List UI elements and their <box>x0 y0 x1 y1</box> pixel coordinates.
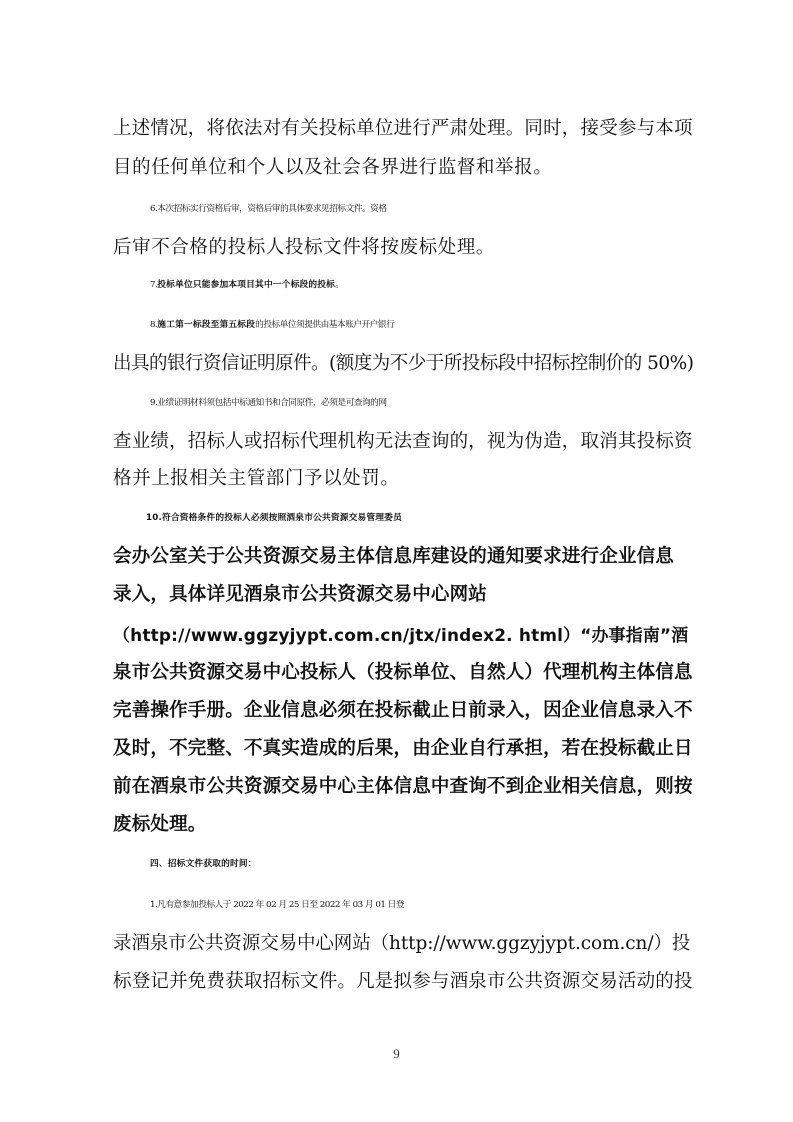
bold-text-segment: 施工第一标段至第五标段 <box>157 320 256 330</box>
text-segment: 9.业绩证明材料须包括中标通知书和合同原件，必须是可查询的网 <box>150 398 387 408</box>
bold-text-segment: （http://www.ggzyjypt.com.cn/jtx/index2. html）“办事指南”酒 <box>113 625 689 645</box>
text-line <box>113 545 693 569</box>
text-segment: 上述情况，将依法对有关投标单位进行严肃处理。同时，接受参与本项 <box>113 118 693 139</box>
text-line <box>113 583 693 607</box>
text-line <box>113 352 693 376</box>
text-segment: 查业绩，招标人或招标代理机构无法查询的，视为伪造，取消其投标资 <box>113 431 693 452</box>
text-segment: 格并上报相关主管部门予以处罚。 <box>113 468 400 489</box>
text-line <box>113 117 693 141</box>
text-line <box>113 623 693 647</box>
text-line <box>113 661 693 685</box>
text-line <box>113 737 693 761</box>
bold-text-segment: 会办公室关于公共资源交易主体信息库建设的通知要求进行企业信息 <box>113 546 675 567</box>
text-line <box>113 506 726 530</box>
text-line <box>113 970 693 994</box>
text-segment: 。 <box>335 280 344 290</box>
page-number: 9 <box>393 1046 400 1061</box>
text-line <box>113 852 730 876</box>
text-line <box>113 391 730 415</box>
text-line <box>113 932 693 956</box>
text-segment: 目的任何单位和个人以及社会各界进行监督和举报。 <box>113 157 553 178</box>
text-line <box>113 430 693 454</box>
bold-text-segment: 废标处理。 <box>113 814 207 835</box>
bold-text-segment: 录入，具体详见酒泉市公共资源交易中心网站 <box>113 584 488 605</box>
text-line <box>113 893 730 917</box>
text-line <box>113 197 730 221</box>
text-segment: 8. <box>150 320 158 330</box>
text-segment: 后审不合格的投标人投标文件将按废标处理。 <box>113 237 496 258</box>
bold-text-segment: 前在酒泉市公共资源交易中心主体信息中查询不到企业相关信息，则按 <box>113 776 693 797</box>
text-line <box>113 775 693 799</box>
bold-text-segment: 及时，不完整、不真实造成的后果，由企业自行承担，若在投标截止日 <box>113 738 693 759</box>
text-segment: 录酒泉市公共资源交易中心网站（http://www.ggzyjypt.com.cn/）投 <box>113 933 691 954</box>
bold-text-segment: 10.符合资格条件的投标人必须按照酒泉市公共资源交易管理委员 <box>146 513 402 523</box>
text-segment: 1.凡有意参加投标人于 2022 年 02 月 25 日至 2022 年 03 月 01 日登 <box>150 900 405 910</box>
bold-text-segment: 投标单位只能参加本项目其中一个标段的投标 <box>157 280 336 290</box>
text-line <box>113 313 730 337</box>
text-line <box>113 467 693 491</box>
text-segment: 标登记并免费获取招标文件。凡是拟参与酒泉市公共资源交易活动的投 <box>113 971 693 992</box>
text-line <box>113 813 693 837</box>
text-segment: 7. <box>150 280 158 290</box>
bold-text-segment: 四、招标文件获取的时间： <box>150 859 257 869</box>
text-line <box>113 699 693 723</box>
text-segment: 出具的银行资信证明原件。(额度为不少于所投标段中招标控制价的 50%) <box>113 353 694 374</box>
text-line <box>113 236 693 260</box>
text-line <box>113 156 693 180</box>
bold-text-segment: 泉市公共资源交易中心投标人（投标单位、自然人）代理机构主体信息 <box>113 662 693 683</box>
text-line <box>113 273 730 297</box>
text-segment: 6.本次招标实行资格后审，资格后审的具体要求见招标文件。资格 <box>150 204 387 214</box>
bold-text-segment: 完善操作手册。企业信息必须在投标截止日前录入，因企业信息录入不 <box>113 700 693 721</box>
text-segment: 的投标单位须提供由基本账户开户银行 <box>255 320 395 330</box>
